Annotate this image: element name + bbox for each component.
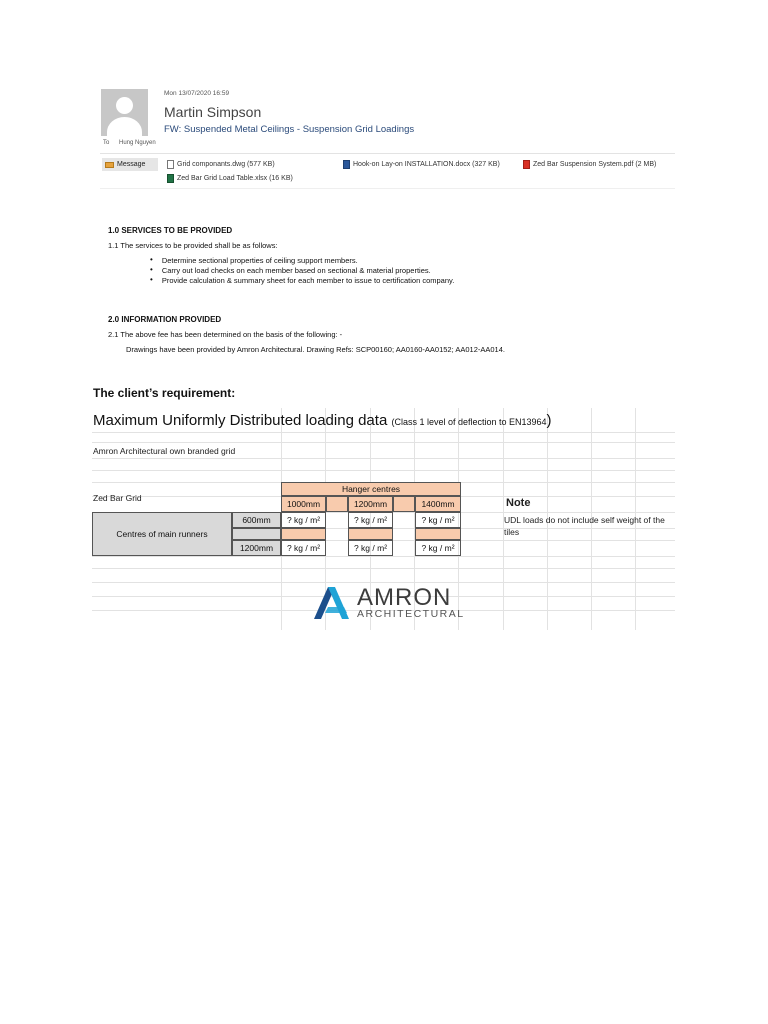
email-date: Mon 13/07/2020 16:59 [164,90,230,97]
load-cell[interactable]: ? kg / m² [348,540,393,556]
sender-avatar [101,89,148,136]
section-2-1-text: 2.1 The above fee has been determined on the basis of the following: - [108,330,343,339]
attachment-label: Zed Bar Suspension System.pdf (2 MB) [533,161,657,168]
bullet-item: • Determine sectional properties of ceiling support members. [150,255,358,265]
section-1-heading: 1.0 SERVICES TO BE PROVIDED [108,226,233,235]
note-heading: Note [506,497,531,509]
sheet-title-text: Maximum Uniformly Distributed loading data [93,412,388,429]
hanger-col-1200: 1200mm [348,496,393,512]
runner-row-1200: 1200mm [232,540,281,556]
message-tab[interactable] [102,158,158,171]
bullet-text: Carry out load checks on each member based on sectional & material properties. [161,266,431,275]
client-requirement-heading: The client’s requirement: [93,386,236,400]
load-cell[interactable]: ? kg / m² [415,512,461,528]
load-cell[interactable]: ? kg / m² [281,512,326,528]
word-file-icon [343,160,350,169]
logo-subtitle: ARCHITECTURAL [357,608,465,620]
attachment-dwg[interactable] [167,160,275,169]
attachment-label: Grid componants.dwg (577 KB) [177,161,275,168]
hanger-spacer [393,496,415,512]
gap-cell [415,528,461,540]
section-2-1-detail: Drawings have been provided by Amron Architectural. Drawing Refs: SCP00160; AA0160-AA0152; AA012-AA014. [126,345,505,354]
runners-label: Centres of main runners [92,512,232,556]
grid-label: Zed Bar Grid [93,493,142,503]
sheet-title-note: (Class 1 level of deflection to EN13964 [391,417,547,427]
bullet-text: Determine sectional properties of ceiling support members. [161,256,358,265]
hanger-spacer [326,496,348,512]
dwg-file-icon [167,160,174,169]
attachment-label: Hook-on Lay-on INSTALLATION.docx (327 KB) [353,161,500,168]
attachment-docx[interactable] [343,160,500,169]
section-2-heading: 2.0 INFORMATION PROVIDED [108,315,222,324]
attachments-divider [100,188,675,189]
runner-row-gap [232,528,281,540]
logo-wordmark: AMRON [357,584,452,611]
recipient-name[interactable]: Hung Nguyen [119,140,156,146]
amron-logo-icon [314,585,356,619]
to-label: To [103,140,110,146]
bullet-item: • Carry out load checks on each member based on sectional & material properties. [150,265,431,275]
sheet-subtitle: Amron Architectural own branded grid [93,446,236,456]
attachment-pdf[interactable] [523,160,656,169]
pdf-file-icon [523,160,530,169]
attachment-xlsx[interactable] [167,174,293,183]
excel-file-icon [167,174,174,183]
load-cell[interactable]: ? kg / m² [281,540,326,556]
bullet-item: • Provide calculation & summary sheet for each member to issue to certification company. [150,275,455,285]
hanger-col-1400: 1400mm [415,496,461,512]
header-divider [100,153,675,154]
message-tab-label: Message [117,161,146,168]
section-1-1-text: 1.1 The services to be provided shall be as follows: [108,241,278,250]
email-subject: FW: Suspended Metal Ceilings - Suspension Grid Loadings [164,124,415,135]
bullet-text: Provide calculation & summary sheet for each member to issue to certification company. [161,276,455,285]
sheet-title [93,412,552,429]
runner-row-600: 600mm [232,512,281,528]
load-cell[interactable]: ? kg / m² [348,512,393,528]
load-cell[interactable]: ? kg / m² [415,540,461,556]
hanger-centres-header: Hanger centres [281,482,461,496]
note-text: UDL loads do not include self weight of the tiles [504,515,665,537]
sheet-title-paren: ) [546,412,552,429]
envelope-icon [105,162,114,168]
gap-cell [348,528,393,540]
hanger-col-1000: 1000mm [281,496,326,512]
gap-cell [281,528,326,540]
attachment-label: Zed Bar Grid Load Table.xlsx (16 KB) [177,175,293,182]
email-sender[interactable]: Martin Simpson [164,104,262,120]
